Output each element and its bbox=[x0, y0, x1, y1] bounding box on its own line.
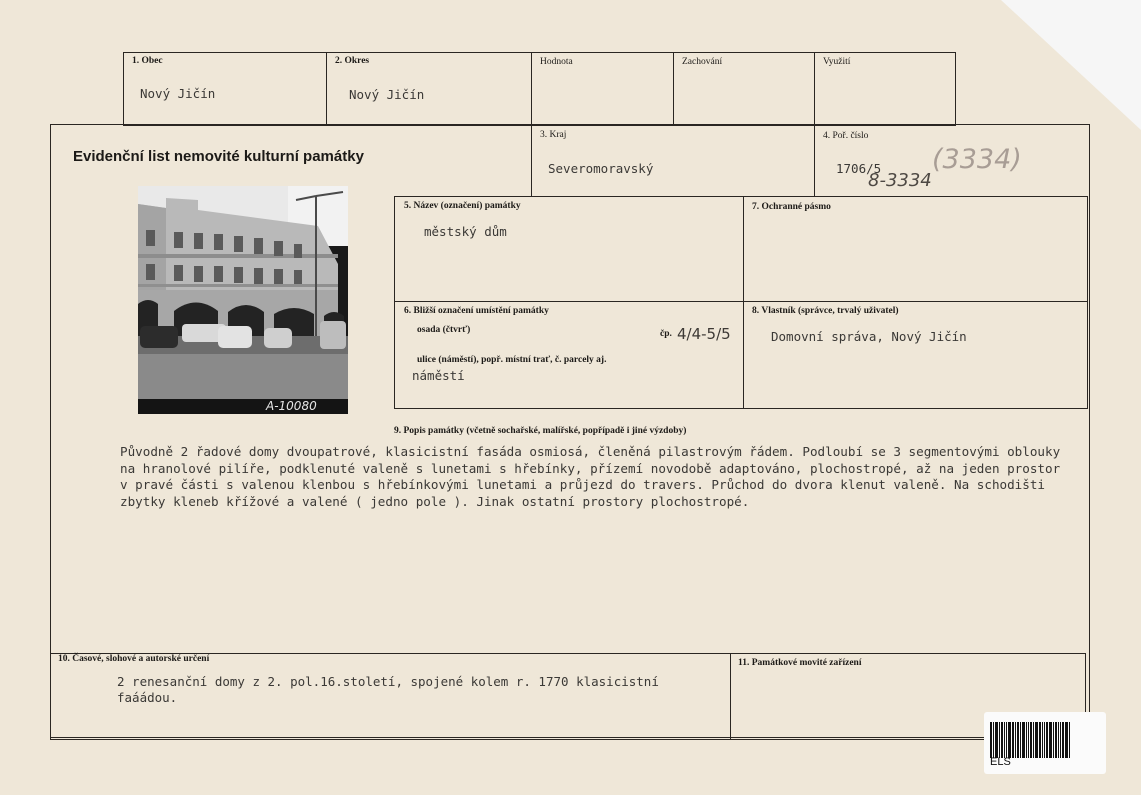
zachovani-label: Zachování bbox=[682, 57, 723, 67]
barcode-sticker bbox=[984, 712, 1106, 774]
obec-label: 1. Obec bbox=[132, 56, 163, 66]
vyuziti-label: Využití bbox=[823, 57, 851, 67]
ochranne-pasmo-label: 7. Ochranné pásmo bbox=[752, 202, 831, 212]
okres-label: 2. Okres bbox=[335, 56, 370, 66]
hodnota-label: Hodnota bbox=[540, 57, 573, 67]
monument-photo bbox=[138, 186, 348, 414]
osada-label: osada (čtvrť) bbox=[417, 325, 471, 335]
handwritten-number-1: (3334) bbox=[932, 144, 1022, 175]
popis-label: 9. Popis památky (včetně sochařské, malířské, popřípadě i jiné výzdoby) bbox=[394, 426, 687, 436]
ulice-label: ulice (náměstí), popř. místní trať, č. parcely aj. bbox=[417, 355, 607, 365]
grid-vertical-divider bbox=[743, 196, 744, 409]
zarizeni-label: 11. Památkové movité zařízení bbox=[738, 658, 862, 668]
urceni-line-1: 2 renesanční domy z 2. pol.16.století, spojené kolem r. 1770 klasicistní bbox=[117, 674, 659, 689]
kraj-value: Severomoravský bbox=[548, 161, 654, 176]
grid-horizontal-divider bbox=[394, 301, 1088, 302]
okres-value: Nový Jičín bbox=[349, 87, 425, 102]
kraj-label: 3. Kraj bbox=[540, 130, 567, 140]
header-cell-divider-1 bbox=[326, 52, 327, 126]
bottom-row-divider bbox=[730, 653, 731, 740]
barcode-icon bbox=[990, 722, 1082, 758]
umisteni-label: 6. Bližší označení umístění památky bbox=[404, 306, 549, 316]
cp-value: 4/4-5/5 bbox=[677, 325, 731, 343]
vlastnik-label: 8. Vlastník (správce, trvalý uživatel) bbox=[752, 306, 899, 316]
urceni-label: 10. Časové, slohové a autorské určení bbox=[58, 654, 210, 664]
urceni-line-2: faáádou. bbox=[117, 690, 178, 705]
photo-image bbox=[138, 186, 348, 414]
photo-caption: A-10080 bbox=[266, 399, 317, 413]
header-cell-divider-3 bbox=[673, 52, 674, 126]
nazev-value: městský dům bbox=[424, 224, 507, 239]
form-title: Evidenční list nemovité kulturní památky bbox=[73, 148, 364, 165]
cp-label: čp. bbox=[660, 329, 672, 339]
por-cislo-value: 1706/5 bbox=[836, 161, 882, 176]
paper-corner bbox=[1001, 0, 1141, 130]
popis-text: Původně 2 řadové domy dvoupatrové, klasicistní fasáda osmiosá, členěná pilastrovým řádem. Podloubí se 3 segmentovými oblouky na hranolové pilíře, podklenuté valeně s lunetami s hřebínky, přízemí novodobě adaptováno, plochostropé, až na jeden prostor v pravé části s valenou klenbou s hřebínkovými lunetami a průjezd do travers. Průchod do dvora klenut valeně. Na schodišti zbytky kleneb křížové a valené ( jedno pole ). Jinak ostatní prostory plochostropé. bbox=[120, 444, 1061, 509]
barcode-text: ELS bbox=[990, 756, 1011, 768]
nazev-label: 5. Název (označení) památky bbox=[404, 201, 521, 211]
handwritten-number-2: 8-3334 bbox=[868, 170, 932, 191]
vlastnik-value: Domovní správa, Nový Jičín bbox=[771, 329, 967, 344]
por-cislo-label: 4. Poř. číslo bbox=[823, 131, 869, 141]
bottom-row bbox=[50, 653, 1086, 740]
obec-value: Nový Jičín bbox=[140, 86, 216, 101]
ulice-value: náměstí bbox=[412, 368, 465, 383]
